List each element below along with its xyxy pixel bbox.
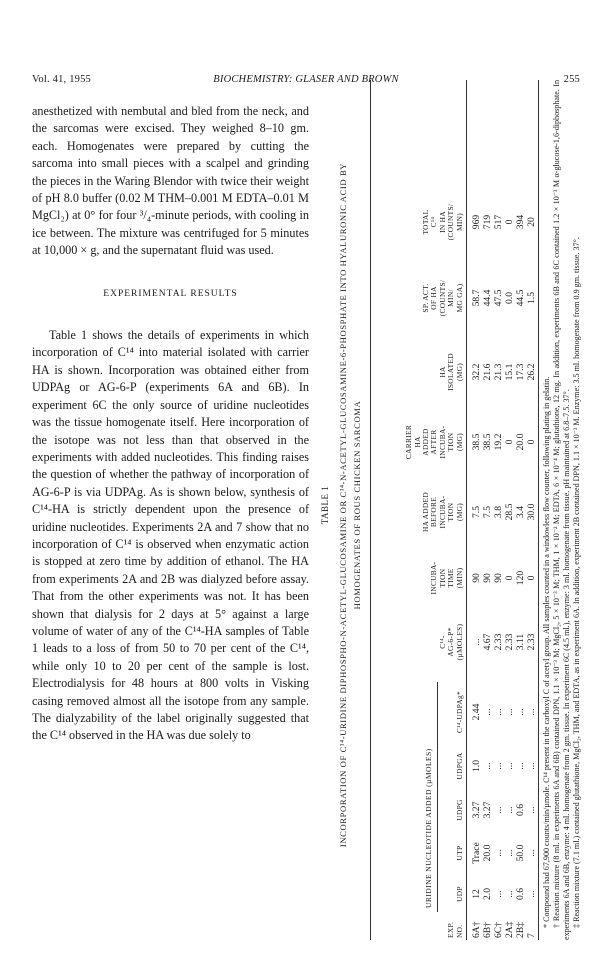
cell-time: 90 bbox=[471, 573, 482, 583]
col-header-ha-added-before: HA ADDED BEFORE INCUBA- TION (MG) bbox=[421, 492, 464, 532]
cell-c14-udpag: ... bbox=[504, 708, 515, 716]
col-header-udpga: UDPGA bbox=[454, 752, 464, 780]
cell-udp: ... bbox=[493, 890, 504, 898]
cell-total: 20 bbox=[526, 217, 537, 227]
cell-carrier-after: 0 bbox=[526, 439, 537, 445]
cell-c14-ag6p: 3.11 bbox=[515, 633, 526, 651]
table-bottom-rule bbox=[538, 80, 539, 940]
cell-sp-act: 44.5 bbox=[515, 289, 526, 307]
paragraph-results: Table 1 shows the details of experiments in which incorporation of C¹⁴ into material isolated with carrier HA is shown. Incorporation was obtained either from UDPAg or AG-6-P (experiments 6A and 6B). In experiment 6C the only source of uridine nucleotides was the tissue homogenate itself. Here incorporation of the isotope was not less than that observed in the experiments with added nucleotides. This finding raises the question of whether the pathway of incorporation of AG-6-P is via UDPAg. As is shown below, synthesis of C¹⁴-HA is strictly dependent upon the presence of uridine nucleotides. Experiments 2A and 7 show that no incorporation of C¹⁴ is observed when enzymatic action is stopped at zero time by addition of ethanol. The HA from experiments 2A and 2B was dialyzed before assay. That from the other experiments was not. It has been shown that dialysis for 2 days at 5° against a large volume of water of any of the C¹⁴-HA samples of Table 1 leads to a loss of from 50 to 70 per cent of the C¹⁴, while only 10 to 20 per cent of the sample is lost. Electrodialysis for 48 hours at 800 volts in Visking casing removed almost all the isotope from any sample. The dialyzability of the label originally suggested that the C¹⁴ observed in the HA was due solely to bbox=[32, 328, 309, 743]
journal-volume: Vol. 41, 1955 bbox=[32, 74, 91, 85]
cell-ha-isolated: 21.6 bbox=[482, 363, 493, 381]
cell-udpga: ... bbox=[493, 762, 504, 770]
cell-time: 90 bbox=[482, 573, 493, 583]
table-row bbox=[515, 50, 526, 960]
cell-udp: 2.0 bbox=[482, 888, 493, 900]
cell-c14-ag6p: 4.67 bbox=[482, 633, 493, 651]
table-caption-line2: HOMOGENATES OF ROUS CHICKEN SARCOMA bbox=[352, 400, 362, 610]
cell-total: 969 bbox=[471, 214, 482, 230]
cell-c14-udpag: ... bbox=[493, 708, 504, 716]
cell-sp-act: 47.5 bbox=[493, 289, 504, 307]
cell-time: 90 bbox=[493, 573, 504, 583]
cell-udpga: ... bbox=[482, 762, 493, 770]
group-header-rule bbox=[437, 682, 438, 912]
cell-ha-isolated: 15.1 bbox=[504, 363, 515, 381]
cell-udp: ... bbox=[526, 890, 537, 898]
col-header-sp-act: SP. ACT. OF HA (COUNTS/ MIN/ MG GA) bbox=[421, 279, 464, 317]
cell-sp-act: 1.5 bbox=[526, 292, 537, 304]
cell-exp: 6B† bbox=[482, 922, 493, 938]
cell-ha-before: 7.5 bbox=[482, 506, 493, 518]
cell-c14-udpag: ... bbox=[515, 708, 526, 716]
section-heading: EXPERIMENTAL RESULTS bbox=[103, 288, 238, 299]
col-header-udp: UDP bbox=[454, 886, 464, 902]
group-header-uridine: URIDINE NUCLEOTIDE ADDED (µMOLES) bbox=[424, 748, 433, 908]
cell-c14-ag6p: 2.33 bbox=[493, 633, 504, 651]
cell-ha-isolated: 26.2 bbox=[526, 363, 537, 381]
cell-utp: 20.0 bbox=[482, 844, 493, 862]
col-header-utp: UTP bbox=[454, 845, 464, 861]
cell-exp: 2A‡ bbox=[504, 921, 515, 938]
cell-udpg: 0.6 bbox=[515, 804, 526, 816]
cell-utp: 50.0 bbox=[515, 844, 526, 862]
cell-carrier-after: 38.5 bbox=[482, 433, 493, 451]
running-title: BIOCHEMISTRY: GLASER AND BROWN bbox=[213, 74, 399, 85]
cell-udpga: ... bbox=[504, 762, 515, 770]
table-title: TABLE 1 bbox=[320, 485, 330, 525]
paragraph-methods: anesthetized with nembutal and bled from the neck, and the sarcomas were excised. They weighed 8–10 gm. each. Homogenates were prepared by cutting the sarcoma into small pieces with a scalpel and grinding the pieces in the Waring Blendor with twice their weight of pH 8.0 buffer (0.02 M THM–0.001 M EDTA–0.01 M MgCl₂) at 0° for four ³/₄-minute periods, with cooling in ice between. The mixture was centrifuged for 5 minutes at 10,000 × g, and the supernatant fluid was used. bbox=[32, 104, 309, 258]
cell-total: 0 bbox=[504, 219, 515, 225]
col-header-udpg: UDPG bbox=[454, 799, 464, 821]
cell-utp: Trace bbox=[471, 842, 482, 864]
cell-udp: 12 bbox=[471, 889, 482, 899]
cell-carrier-after: 19.2 bbox=[493, 433, 504, 451]
cell-c14-udpag: 2.44 bbox=[471, 703, 482, 721]
cell-c14-ag6p: 2.33 bbox=[526, 633, 537, 651]
cell-utp: ... bbox=[493, 849, 504, 857]
cell-udp: 0.6 bbox=[515, 888, 526, 900]
cell-ha-before: 3.8 bbox=[493, 506, 504, 518]
cell-c14-udpag: ... bbox=[482, 708, 493, 716]
cell-udpg: ... bbox=[493, 806, 504, 814]
cell-udpg: ... bbox=[504, 806, 515, 814]
table-1 bbox=[320, 50, 581, 960]
col-header-incubation-time: INCUBA- TION TIME (MIN) bbox=[429, 561, 464, 595]
cell-utp: ... bbox=[504, 849, 515, 857]
cell-udpg: 3.27 bbox=[482, 801, 493, 819]
cell-ha-before: 28.5 bbox=[504, 503, 515, 521]
cell-exp: 6C† bbox=[493, 922, 504, 938]
cell-ha-isolated: 21.3 bbox=[493, 363, 504, 381]
table-footnote: ‡ Reaction mixture (7.1 ml.) contained glutathione, MgCl₂, THM, and EDTA, as in experiment 6A. In addition, experiment 2B contained DPN, 1.1 × 10⁻³ M. Enzyme: 3.5 ml. homogenate from 0.9 gm. tissue. 37°. bbox=[572, 237, 581, 928]
cell-time: 0 bbox=[504, 575, 515, 581]
cell-total: 517 bbox=[493, 214, 504, 230]
col-header-carrier-ha-after: CARRIER HA ADDED AFTER INCUBA- TION (MG) bbox=[404, 424, 464, 460]
cell-ha-isolated: 32.2 bbox=[471, 363, 482, 381]
cell-ha-before: 3.4 bbox=[515, 506, 526, 518]
col-header-ha-isolated: HA ISOLATED (MG) bbox=[437, 353, 464, 391]
cell-c14-udpag: ... bbox=[526, 708, 537, 716]
table-top-rule bbox=[370, 80, 371, 940]
cell-udpga: 1.0 bbox=[471, 760, 482, 772]
table-row bbox=[482, 50, 493, 960]
col-header-c14-udpag: C¹⁴-UDPAg* bbox=[454, 690, 464, 734]
table-row bbox=[471, 50, 482, 960]
cell-time: 0 bbox=[526, 575, 537, 581]
page-number: 255 bbox=[563, 74, 580, 85]
cell-udpga: ... bbox=[515, 762, 526, 770]
cell-total: 394 bbox=[515, 214, 526, 230]
cell-sp-act: 0.0 bbox=[504, 292, 515, 304]
cell-exp: 7 bbox=[526, 933, 537, 938]
cell-udpg: 3.27 bbox=[471, 801, 482, 819]
table-footnote: † Reaction mixture (8 ml. in experiments 6A and 6B) contained DPN, 1.1 × 10⁻³ M; MgCl₂, 5 × 10⁻³ M; THM, 1 × 10⁻² M; EDTA, 6 × 10⁻⁴ M; glutathione, 12 mg. In addition, experiments 6B and 6C contained 1.2 × 10⁻³ M α-glucose-1,6-diphosphate. In experiments 6A and 6B, enzyme: 4 ml. homogenate from 2 gm. tissue. In experiment 6C (4.5 ml.), enzyme: 3 ml. homogenate from tissue. pH maintained at 6.8–7.5. 37°. bbox=[552, 80, 571, 940]
cell-udpg: ... bbox=[526, 806, 537, 814]
cell-time: 120 bbox=[515, 570, 526, 586]
cell-total: 719 bbox=[482, 214, 493, 230]
cell-exp: 2B‡ bbox=[515, 922, 526, 938]
cell-ha-before: 30.0 bbox=[526, 503, 537, 521]
cell-carrier-after: 38.5 bbox=[471, 433, 482, 451]
cell-c14-ag6p: ... bbox=[471, 638, 482, 646]
col-header-total-c14: TOTAL C¹⁴ IN HA (COUNTS/ MIN) bbox=[421, 203, 464, 241]
cell-c14-ag6p: 2.33 bbox=[504, 633, 515, 651]
cell-udpga: ... bbox=[526, 762, 537, 770]
cell-ha-before: 7.5 bbox=[471, 506, 482, 518]
cell-carrier-after: 20.0 bbox=[515, 433, 526, 451]
col-header-c14-ag6p: C¹⁴- AG-6-P* (µMOLES) bbox=[437, 623, 464, 661]
table-caption-line1: INCORPORATION OF C¹⁴-URIDINE DIPHOSPHO-N-ACETYL-GLUCOSAMINE OR C¹⁴-N-ACETYL-GLUCOSAMINE-6-PHOSPHATE INTO HYALURONIC ACID BY bbox=[338, 162, 348, 848]
table-row bbox=[526, 50, 537, 960]
table-footnote: * Compound had 67,900 counts/min/µmole. C¹⁴ present in the carboxyl C of acetyl group. All samples counted in a windowless flow counter, following plating in gelatin. bbox=[542, 376, 551, 928]
col-header-exp: EXP. NO. bbox=[446, 921, 464, 938]
cell-sp-act: 44.4 bbox=[482, 289, 493, 307]
table-header-rule bbox=[466, 80, 467, 940]
body-column bbox=[32, 103, 309, 745]
cell-utp: ... bbox=[526, 849, 537, 857]
cell-exp: 6A† bbox=[471, 921, 482, 938]
cell-ha-isolated: 17.3 bbox=[515, 363, 526, 381]
cell-carrier-after: 0 bbox=[504, 439, 515, 445]
cell-sp-act: 58.7 bbox=[471, 289, 482, 307]
table-row bbox=[493, 50, 504, 960]
table-row bbox=[504, 50, 515, 960]
cell-udp: ... bbox=[504, 890, 515, 898]
